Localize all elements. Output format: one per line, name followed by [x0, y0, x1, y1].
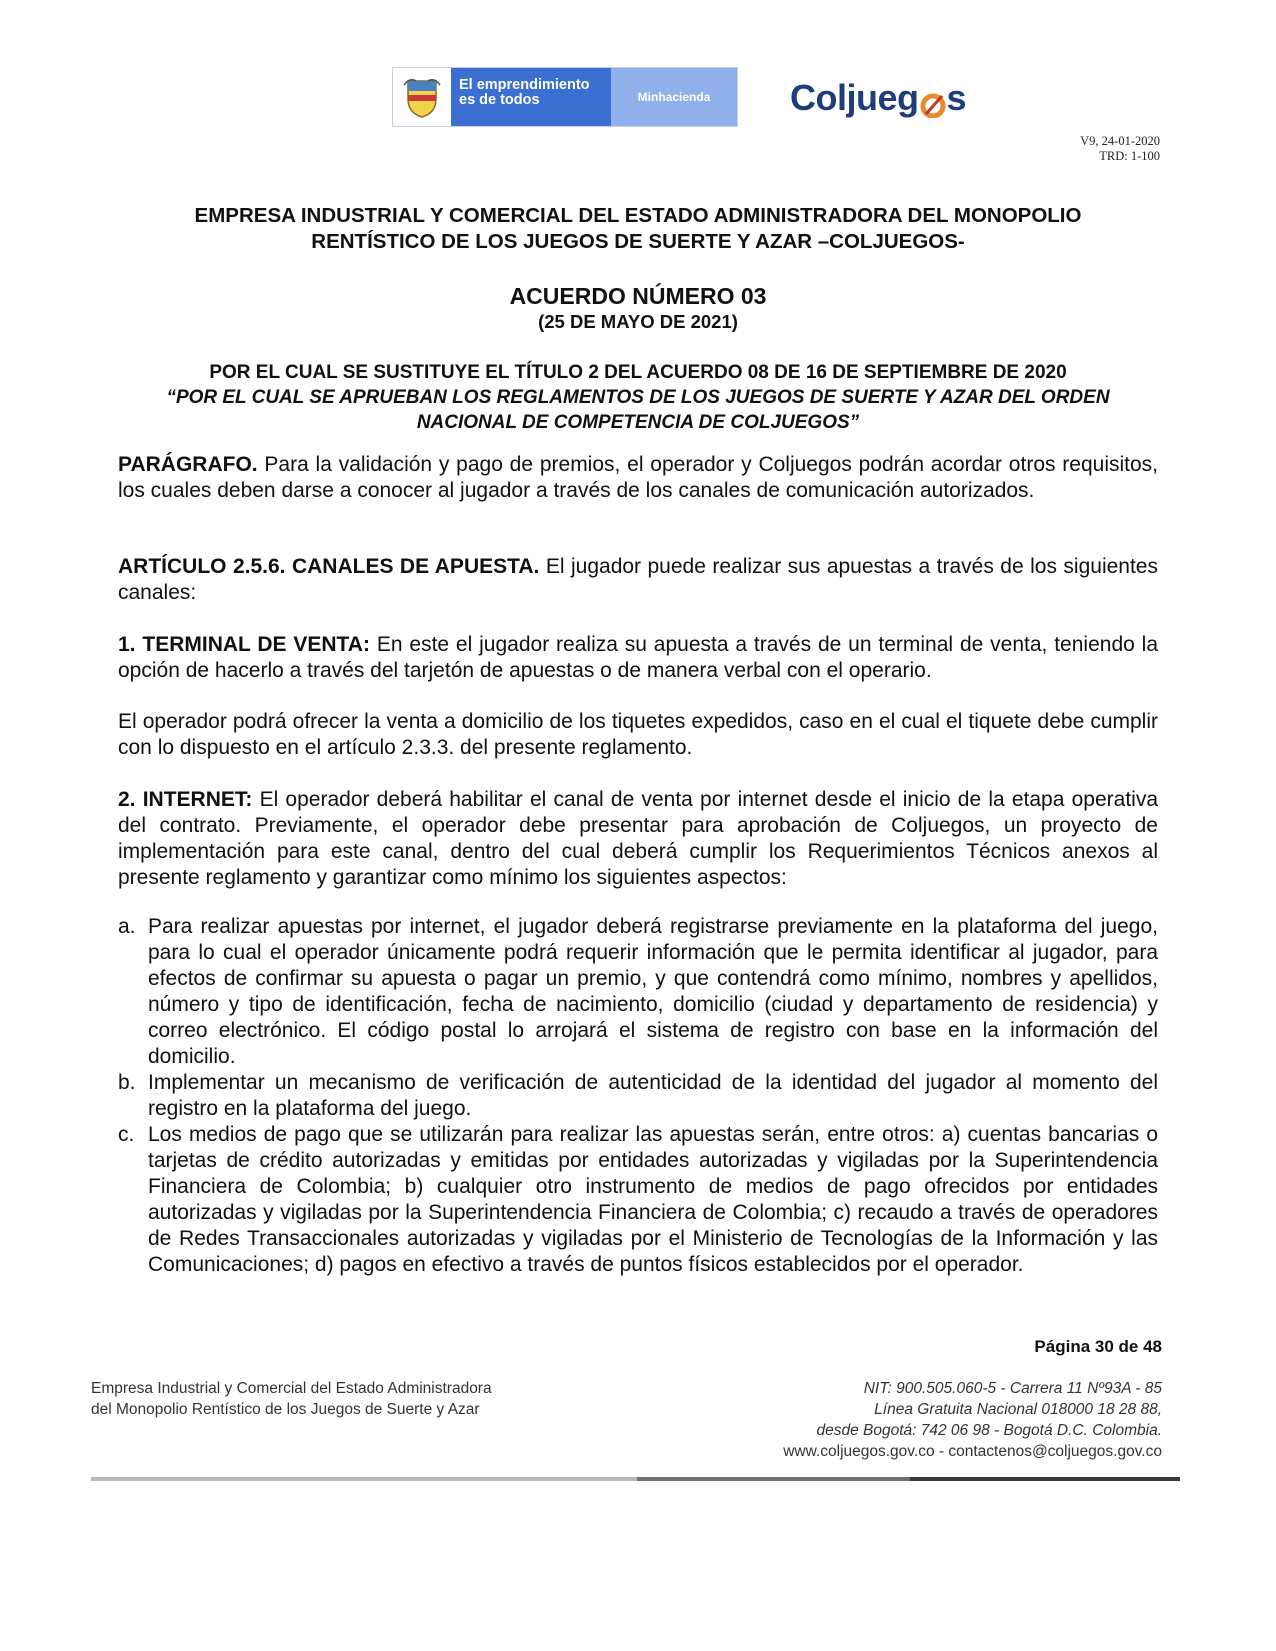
terminal-text: En este el jugador realiza su apuesta a través de un terminal de venta, teniendo la opción de hacerlo a través del tarjetón de apuestas o de manera verbal con el operario.: [118, 633, 1158, 682]
brand-o-icon: [920, 85, 946, 111]
ministry-label: Minhacienda: [611, 68, 737, 126]
colombia-shield-icon: [393, 68, 451, 126]
acuerdo-title: ACUERDO NÚMERO 03: [509, 283, 767, 309]
paragrafo-label: PARÁGRAFO.: [118, 453, 258, 476]
list-item-text: Para realizar apuestas por internet, el jugador deberá registrarse previamente en la plataforma del juego, para lo cual el operador únicamente podrá requerir información que le permita identificar al jugador, para efectos de confirmar su apuesta o pagar un premio, y que contendrá como mínimo, nombres y apellidos, número y tipo de identificación, fecha de nacimiento, domicilio (ciudad y departamento de residencia) y correo electrónico. El código postal lo arrojará el sistema de registro con base en la información del domicilio.: [148, 915, 1158, 1068]
footer-web: www.coljuegos.gov.co - contactenos@coljuegos.gov.co: [783, 1443, 1162, 1460]
domicilio-paragraph: El operador podrá ofrecer la venta a domicilio de los tiquetes expedidos, caso en el cual el tiquete debe cumplir con lo dispuesto en el artículo 2.3.3. del presente reglamento.: [118, 710, 1158, 759]
terminal-label: 1. TERMINAL DE VENTA:: [118, 633, 370, 656]
articulo-label: ARTÍCULO 2.5.6. CANALES DE APUESTA.: [118, 555, 540, 578]
footer-entity: [91, 1378, 492, 1420]
footer-divider: [91, 1477, 1180, 1481]
brand-left: Coljueg: [790, 77, 919, 118]
version-label: V9, 24-01-2020: [1080, 134, 1160, 148]
subject-line1: POR EL CUAL SE SUSTITUYE EL TÍTULO 2 DEL ACUERDO 08 DE 16 DE SEPTIEMBRE DE 2020: [209, 362, 1067, 383]
paragrafo-paragraph: [118, 452, 1158, 504]
entity-title-line1: EMPRESA INDUSTRIAL Y COMERCIAL DEL ESTADO ADMINISTRADORA DEL MONOPOLIO: [194, 204, 1082, 227]
coljuegos-logo: [790, 76, 1000, 120]
footer-phone: Línea Gratuita Nacional 018000 18 28 88,: [874, 1401, 1162, 1418]
list-item: [118, 1070, 1158, 1122]
articulo-paragraph: [118, 554, 1158, 606]
government-logo: [392, 67, 738, 127]
footer-contact: [783, 1378, 1162, 1462]
footer-left-line1: Empresa Industrial y Comercial del Estado Administradora: [91, 1380, 492, 1397]
acuerdo-date: (25 DE MAYO DE 2021): [538, 311, 738, 332]
subject-italic: “POR EL CUAL SE APRUEBAN LOS REGLAMENTOS DE LOS JUEGOS DE SUERTE Y AZAR DEL ORDEN NACIONAL DE COMPETENCIA DE COLJUEGOS”: [166, 387, 1110, 433]
internet-paragraph: [118, 787, 1158, 891]
internet-label: 2. INTERNET:: [118, 788, 253, 811]
brand-right: s: [946, 77, 967, 118]
page-number: Página 30 de 48: [1034, 1337, 1162, 1356]
list-item: [118, 914, 1158, 1070]
gov-slogan-line1: El emprendimiento: [459, 77, 590, 93]
version-info: [1080, 134, 1160, 164]
entity-title-line2: RENTÍSTICO DE LOS JUEGOS DE SUERTE Y AZAR –COLJUEGOS-: [311, 230, 965, 253]
list-item-marker: b.: [118, 1071, 136, 1094]
articulo-text: El jugador puede realizar sus apuestas a través de los siguientes canales:: [118, 555, 1158, 604]
gov-slogan: [451, 68, 611, 126]
terminal-paragraph: [118, 632, 1158, 684]
paragrafo-text: Para la validación y pago de premios, el operador y Coljuegos podrán acordar otros requisitos, los cuales deben darse a conocer al jugador a través de los canales de comunicación autorizados.: [118, 453, 1158, 502]
footer-nit: NIT: 900.505.060-5 - Carrera 11 Nº93A - 85: [863, 1380, 1162, 1397]
list-item: [118, 1122, 1158, 1278]
entity-title: [110, 203, 1166, 255]
internet-text: El operador deberá habilitar el canal de venta por internet desde el inicio de la etapa operativa del contrato. Previamente, el operador debe presentar para aprobación de Coljuegos, un proyecto de implementación para este canal, dentro del cual deberá cumplir los Requerimientos Técnicos anexos al presente reglamento y garantizar como mínimo los siguientes aspectos:: [118, 788, 1158, 889]
list-item-text: Implementar un mecanismo de verificación de autenticidad de la identidad del jugador al momento del registro en la plataforma del juego.: [148, 1071, 1158, 1120]
list-item-marker: c.: [118, 1123, 135, 1146]
list-item-text: Los medios de pago que se utilizarán para realizar las apuestas serán, entre otros: a) cuentas bancarias o tarjetas de crédito autorizadas y emitidas por entidades autorizadas y vigiladas por la Superintendencia Financiera de Colombia; b) cualquier otro instrumento de medios de pago ofrecidos por entidades autorizadas y vigiladas por la Superintendencia Financiera de Colombia; c) recaudo a través de operadores de Redes Transaccionales autorizadas y vigiladas por el Ministerio de Tecnologías de la Información y las Comunicaciones; d) pagos en efectivo a través de puntos físicos establecidos por el operador.: [148, 1123, 1158, 1276]
acuerdo-subject: [110, 360, 1166, 435]
footer-left-line2: del Monopolio Rentístico de los Juegos de Suerte y Azar: [91, 1401, 480, 1418]
list-item-marker: a.: [118, 915, 136, 938]
gov-slogan-line2: es de todos: [459, 92, 540, 108]
requirements-list: [118, 914, 1158, 1278]
footer-bogota: desde Bogotá: 742 06 98 - Bogotá D.C. Colombia.: [816, 1422, 1162, 1439]
trd-label: TRD: 1-100: [1099, 149, 1160, 163]
